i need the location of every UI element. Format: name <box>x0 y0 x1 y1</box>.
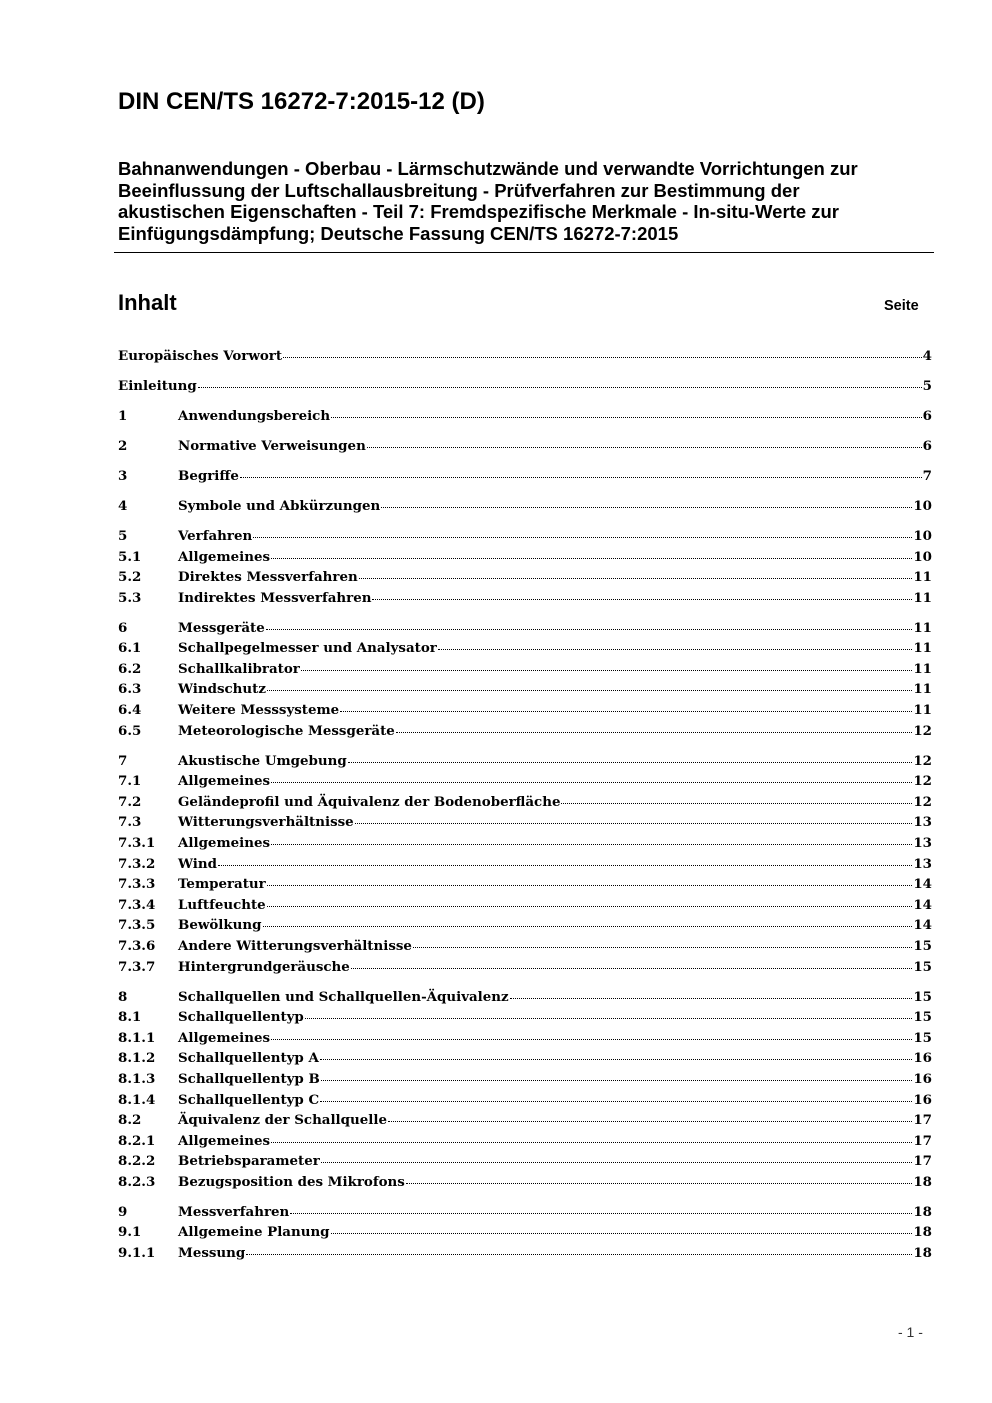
toc-page-column-label: Seite <box>884 298 919 314</box>
header-divider <box>114 252 934 253</box>
toc-entry-page: 14 <box>913 896 932 913</box>
toc-entry[interactable] <box>118 681 932 702</box>
toc-entry-title: Begriffe <box>178 467 239 484</box>
toc-entry[interactable] <box>118 1112 932 1133</box>
toc-entry-title: Hintergrundgeräusche <box>178 958 350 975</box>
toc-entry-title: Schallquellentyp A <box>178 1050 319 1067</box>
toc-entry-number: 7.2 <box>118 793 142 810</box>
toc-dot-leader <box>355 823 913 824</box>
toc-entry-title: Symbole und Abkürzungen <box>178 497 381 514</box>
toc-entry-number: 1 <box>118 407 128 424</box>
toc-entry-number: 9 <box>118 1203 128 1220</box>
toc-entry[interactable] <box>118 1174 932 1195</box>
toc-entry-title: Allgemeines <box>178 773 271 790</box>
toc-dot-leader <box>271 782 912 783</box>
toc-dot-leader <box>331 1233 913 1234</box>
toc-entry-page: 11 <box>913 660 932 677</box>
toc-dot-leader <box>218 865 912 866</box>
toc-dot-leader <box>561 803 912 804</box>
toc-dot-leader <box>271 844 912 845</box>
toc-entry-page: 13 <box>913 814 932 831</box>
toc-entry-page: 15 <box>913 958 932 975</box>
toc-entry-number: 7.3.4 <box>118 896 156 913</box>
toc-entry[interactable] <box>118 1050 932 1071</box>
toc-entry[interactable] <box>118 773 932 794</box>
toc-entry-number: 8.1.1 <box>118 1029 156 1046</box>
toc-dot-leader <box>396 732 913 733</box>
toc-entry-number: 7.3.6 <box>118 937 156 954</box>
toc-dot-leader <box>381 507 912 508</box>
toc-entry-number: 6.2 <box>118 660 142 677</box>
toc-entry-page: 12 <box>913 793 932 810</box>
toc-entry-title: Weitere Messsysteme <box>178 702 340 719</box>
toc-entry-title: Europäisches Vorwort <box>118 348 283 364</box>
subtitle-line: akustischen Eigenschaften - Teil 7: Fremdspezifische Merkmale - In-situ-Werte zur <box>118 201 840 222</box>
toc-entry-title: Messgeräte <box>178 619 265 636</box>
toc-entry[interactable] <box>118 989 932 1010</box>
toc-entry-page: 15 <box>913 937 932 954</box>
toc-entry[interactable] <box>118 1245 932 1266</box>
toc-entry-page: 17 <box>913 1112 932 1129</box>
toc-entry-page: 6 <box>922 437 932 454</box>
toc-dot-leader <box>267 690 912 691</box>
toc-entry-title: Allgemeines <box>178 835 271 851</box>
toc-entry[interactable] <box>118 569 932 590</box>
toc-dot-leader <box>510 998 913 999</box>
toc-dot-leader <box>271 1142 912 1143</box>
toc-entry-page: 10 <box>913 497 932 514</box>
toc-entry[interactable] <box>118 835 932 856</box>
toc-entry-page: 17 <box>913 1132 932 1149</box>
toc-entry-page: 4 <box>922 348 932 364</box>
subtitle-line: Einfügungsdämpfung; Deutsche Fassung CEN/TS 16272-7:2015 <box>118 222 679 244</box>
toc-entry-number: 4 <box>118 497 128 514</box>
toc-entry[interactable] <box>118 1224 932 1245</box>
toc-dot-leader <box>271 558 912 559</box>
toc-entry-number: 6.1 <box>118 640 142 657</box>
toc-entry-page: 14 <box>913 876 932 893</box>
toc-entry-page: 16 <box>913 1070 932 1087</box>
toc-entry[interactable] <box>118 938 932 959</box>
toc-entry-number: 5.2 <box>118 569 142 586</box>
toc-entry-title: Schallquellen und Schallquellen-Äquivalenz <box>178 988 509 1005</box>
toc-entry[interactable] <box>118 1133 932 1154</box>
toc-dot-leader <box>267 906 913 907</box>
toc-entry-number: 8.2 <box>118 1112 142 1129</box>
page-number: - 1 - <box>898 1324 923 1340</box>
toc-entry-number: 2 <box>118 437 128 454</box>
toc-entry[interactable] <box>118 1071 932 1092</box>
toc-entry-number: 7.3.5 <box>118 917 156 934</box>
toc-dot-leader <box>240 477 922 478</box>
toc-entry-title: Direktes Messverfahren <box>178 569 358 586</box>
toc-entry[interactable] <box>118 1030 932 1051</box>
toc-entry-page: 15 <box>913 988 932 1005</box>
toc-entry-number: 8.1.2 <box>118 1050 156 1067</box>
toc-entry-number: 8.2.2 <box>118 1153 156 1170</box>
toc-entry-page: 17 <box>913 1153 932 1170</box>
toc-dot-leader <box>340 711 912 712</box>
toc-entry-page: 18 <box>913 1245 932 1262</box>
toc-entry[interactable] <box>118 856 932 877</box>
toc-dot-leader <box>321 1080 913 1081</box>
toc-entry-page: 5 <box>922 377 932 394</box>
toc-dot-leader <box>359 578 913 579</box>
toc-entry-title: Verfahren <box>178 527 253 544</box>
toc-entry-title: Schallpegelmesser und Analysator <box>178 640 437 657</box>
subtitle-line: Bahnanwendungen - Oberbau - Lärmschutzwände und verwandte Vorrichtungen zur <box>118 158 858 179</box>
toc-entry[interactable] <box>118 438 932 459</box>
toc-entry-title: Akustische Umgebung <box>178 752 347 769</box>
toc-entry-title: Schallquellentyp B <box>178 1070 320 1087</box>
table-of-contents <box>118 348 932 1266</box>
toc-entry[interactable] <box>118 1092 932 1113</box>
toc-entry-title: Bezugsposition des Mikrofons <box>178 1173 405 1190</box>
toc-entry[interactable] <box>118 897 932 918</box>
toc-entry[interactable] <box>118 702 932 723</box>
toc-entry[interactable] <box>118 640 932 661</box>
toc-entry-title: Andere Witterungsverhältnisse <box>178 937 412 954</box>
toc-entry-page: 11 <box>913 640 932 657</box>
toc-entry-number: 5.3 <box>118 589 142 606</box>
toc-entry-number: 8.1.4 <box>118 1091 156 1108</box>
toc-dot-leader <box>372 599 912 600</box>
toc-entry-number: 8.2.1 <box>118 1132 156 1149</box>
toc-entry[interactable] <box>118 1009 932 1030</box>
toc-entry-title: Indirektes Messverfahren <box>178 589 372 606</box>
toc-entry-title: Allgemeines <box>178 1132 271 1149</box>
toc-entry-number: 7.3.3 <box>118 876 156 893</box>
subtitle-line: Beeinflussung der Luftschallausbreitung - Prüfverfahren zur Bestimmung der <box>118 179 800 201</box>
toc-entry[interactable] <box>118 408 932 429</box>
toc-entry-title: Allgemeines <box>178 1029 271 1046</box>
toc-entry-page: 14 <box>913 917 932 934</box>
toc-entry-number: 6.4 <box>118 702 142 719</box>
toc-entry[interactable] <box>118 876 932 897</box>
document-title: DIN CEN/TS 16272-7:2015-12 (D) <box>118 88 485 115</box>
toc-entry-title: Geländeprofil und Äquivalenz der Bodenoberfläche <box>178 793 561 810</box>
toc-entry[interactable] <box>118 959 932 980</box>
toc-entry-title: Schallkalibrator <box>178 660 300 677</box>
toc-entry-page: 7 <box>922 467 932 484</box>
toc-entry[interactable] <box>118 498 932 519</box>
toc-dot-leader <box>301 670 913 671</box>
toc-entry-page: 13 <box>913 855 932 872</box>
toc-entry[interactable] <box>118 468 932 489</box>
toc-entry[interactable] <box>118 661 932 682</box>
toc-entry-page: 18 <box>913 1203 932 1220</box>
toc-entry-page: 12 <box>913 722 932 739</box>
toc-entry-title: Äquivalenz der Schallquelle <box>178 1112 387 1129</box>
toc-entry-title: Anwendungsbereich <box>178 407 331 424</box>
toc-dot-leader <box>271 1039 912 1040</box>
toc-entry-number: 7 <box>118 752 128 769</box>
toc-entry-title: Messverfahren <box>178 1203 290 1220</box>
toc-entry[interactable] <box>118 753 932 774</box>
toc-entry-page: 16 <box>913 1091 932 1108</box>
toc-entry-title: Windschutz <box>178 681 266 698</box>
toc-dot-leader <box>246 1254 912 1255</box>
toc-entry-number: 8.1.3 <box>118 1070 156 1087</box>
toc-entry[interactable] <box>118 378 932 399</box>
toc-entry-title: Meteorologische Messgeräte <box>178 722 395 739</box>
toc-entry-page: 11 <box>913 569 932 586</box>
toc-entry-number: 7.1 <box>118 773 142 790</box>
toc-entry-page: 10 <box>913 527 932 544</box>
toc-entry[interactable] <box>118 723 932 744</box>
toc-entry-page: 12 <box>913 752 932 769</box>
toc-entry-title: Normative Verweisungen <box>178 437 366 454</box>
toc-entry-title: Luftfeuchte <box>178 896 266 913</box>
toc-dot-leader <box>305 1018 913 1019</box>
toc-dot-leader <box>253 537 912 538</box>
toc-dot-leader <box>388 1121 912 1122</box>
toc-entry-page: 11 <box>913 589 932 606</box>
toc-entry[interactable] <box>118 917 932 938</box>
toc-entry-title: Wind <box>178 855 217 872</box>
toc-dot-leader <box>367 447 922 448</box>
toc-dot-leader <box>263 926 913 927</box>
toc-entry-number: 6.5 <box>118 722 142 739</box>
toc-entry-page: 15 <box>913 1009 932 1026</box>
toc-entry-title: Allgemeine Planung <box>178 1224 330 1241</box>
toc-dot-leader <box>320 1101 912 1102</box>
toc-entry-number: 5 <box>118 527 128 544</box>
toc-entry-number: 7.3.7 <box>118 958 156 975</box>
toc-entry-page: 12 <box>913 773 932 790</box>
toc-entry-page: 15 <box>913 1029 932 1046</box>
toc-entry-page: 13 <box>913 835 932 851</box>
toc-entry-title: Witterungsverhältnisse <box>178 814 354 831</box>
toc-entry[interactable] <box>118 814 932 835</box>
toc-dot-leader <box>290 1213 912 1214</box>
toc-entry-title: Einleitung <box>118 377 197 394</box>
toc-entry-number: 6.3 <box>118 681 142 698</box>
toc-dot-leader <box>331 417 922 418</box>
toc-entry-number: 9.1.1 <box>118 1245 156 1262</box>
toc-entry-page: 18 <box>913 1224 932 1241</box>
toc-entry-page: 6 <box>922 407 932 424</box>
toc-dot-leader <box>406 1183 913 1184</box>
toc-entry[interactable] <box>118 1204 932 1225</box>
toc-dot-leader <box>348 762 913 763</box>
toc-entry-title: Messung <box>178 1245 246 1262</box>
toc-entry-number: 8.2.3 <box>118 1173 156 1190</box>
toc-entry-page: 10 <box>913 548 932 565</box>
toc-dot-leader <box>266 629 913 630</box>
toc-entry[interactable] <box>118 348 932 369</box>
toc-entry-number: 6 <box>118 619 128 636</box>
toc-entry-page: 16 <box>913 1050 932 1067</box>
toc-dot-leader <box>198 387 922 388</box>
toc-entry[interactable] <box>118 590 932 611</box>
toc-entry-page: 11 <box>913 619 932 636</box>
toc-dot-leader <box>321 1162 913 1163</box>
toc-dot-leader <box>283 357 922 358</box>
toc-entry-title: Schallquellentyp C <box>178 1091 320 1108</box>
toc-entry[interactable] <box>118 528 932 549</box>
toc-entry-number: 8.1 <box>118 1009 142 1026</box>
toc-entry-number: 5.1 <box>118 548 142 565</box>
toc-entry-number: 8 <box>118 988 128 1005</box>
toc-entry-page: 11 <box>913 681 932 698</box>
toc-dot-leader <box>320 1059 913 1060</box>
toc-entry[interactable] <box>118 794 932 815</box>
document-subtitle <box>118 158 934 244</box>
toc-dot-leader <box>413 947 912 948</box>
toc-entry-title: Bewölkung <box>178 917 262 934</box>
toc-entry-page: 11 <box>913 702 932 719</box>
toc-dot-leader <box>438 649 913 650</box>
toc-entry[interactable] <box>118 620 932 641</box>
toc-entry[interactable] <box>118 1153 932 1174</box>
toc-entry-title: Schallquellentyp <box>178 1009 304 1026</box>
toc-entry-title: Allgemeines <box>178 548 271 565</box>
toc-entry-number: 7.3 <box>118 814 142 831</box>
toc-dot-leader <box>267 885 913 886</box>
toc-entry-number: 3 <box>118 467 128 484</box>
toc-heading: Inhalt <box>118 290 177 315</box>
toc-entry-number: 9.1 <box>118 1224 142 1241</box>
toc-entry-title: Betriebsparameter <box>178 1153 320 1170</box>
toc-entry[interactable] <box>118 549 932 570</box>
toc-entry-number: 7.3.2 <box>118 855 156 872</box>
toc-dot-leader <box>351 968 913 969</box>
toc-entry-number: 7.3.1 <box>118 835 156 851</box>
toc-entry-page: 18 <box>913 1173 932 1190</box>
toc-entry-title: Temperatur <box>178 876 266 893</box>
